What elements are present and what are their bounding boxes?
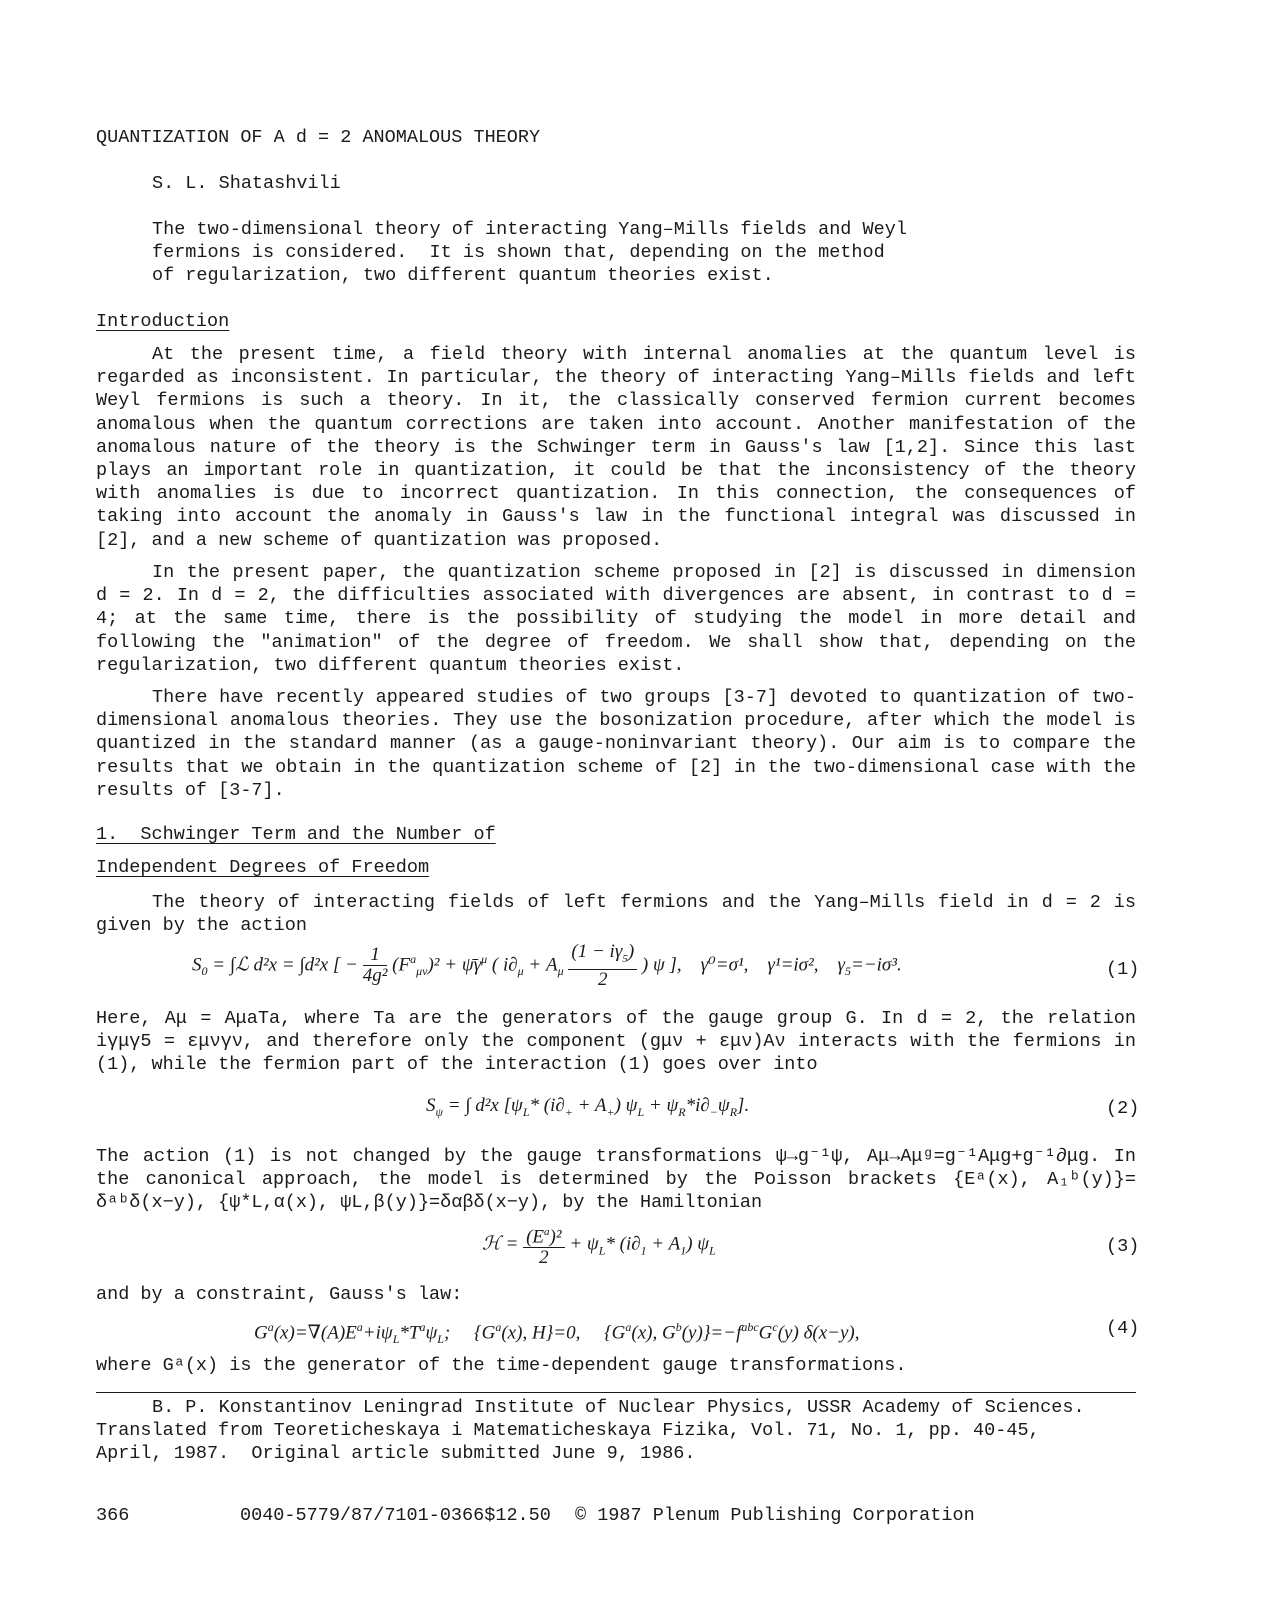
equation-number: (1) [1106, 959, 1140, 980]
publication-code: 0040-5779/87/7101-0366$12.50 [240, 1505, 551, 1526]
footnote-line: April, 1987. Original article submitted June 9, 1986. [96, 1443, 696, 1464]
page-number: 366 [96, 1505, 130, 1526]
equation-number: (3) [1106, 1236, 1140, 1257]
equation-number: (4) [1106, 1318, 1140, 1339]
paper-title: QUANTIZATION OF A d = 2 ANOMALOUS THEORY [96, 127, 541, 148]
intro-paragraph: At the present time, a field theory with internal anomalies at the quantum level is regarded as inconsistent. In particular, the theory of interacting Yang–Mills fields and left Weyl fermions is such a theory. In it, the classically conserved fermion current becomes anomalous when the quantum corrections are taken into account. Another manifestation of the anomalous nature of the theory is the Schwinger term in Gauss's law [1,2]. Since this last plays an important role in quantization, it could be that the inconsistency of the theory with anomalies is due to incorrect quantization. In this connection, the consequences of taking into account the anomaly in Gauss's law in the functional integral was discussed in [2], and a new scheme of quantization was proposed. [96, 344, 1136, 551]
copyright-notice: © 1987 Plenum Publishing Corporation [575, 1505, 975, 1526]
equation-3: ℋ = $\frac{(E^a)^2}{2}$ + $\psi_L*$ $(i\partial_1 + A_1)$ $\psi_L$ [482, 1222, 716, 1268]
equation-4: $G^a(x)=\nabla(A)E^a+i\psi_L*T^a\psi_L$; {$G^a(x)$, H}=0, {$G^a(x)$, $G^b(y)\}=-f^{abc}G^c(y)$ δ(x−y), [254, 1320, 860, 1347]
footnote-divider [96, 1392, 1136, 1393]
abstract-line: The two-dimensional theory of interacting Yang–Mills fields and Weyl [152, 219, 907, 240]
abstract-line: fermions is considered. It is shown that, depending on the method [152, 242, 885, 263]
footnote-line: B. P. Konstantinov Leningrad Institute of Nuclear Physics, USSR Academy of Sciences. [152, 1397, 1085, 1418]
section-heading-1-line2: Independent Degrees of Freedom [96, 857, 430, 878]
body-paragraph: where Gᵃ(x) is the generator of the time-dependent gauge transformations. [96, 1355, 907, 1376]
footnote-line: Translated from Teoreticheskaya i Matematicheskaya Fizika, Vol. 71, No. 1, pp. 40-45, [96, 1420, 1040, 1441]
intro-paragraph: There have recently appeared studies of two groups [3-7] devoted to quantization of two-dimensional anomalous theories. They use the bosonization procedure, after which the model is quantized in the standard manner (as a gauge-noninvariant theory). Our aim is to compare the results that we obtain in the quantization scheme of [2] in the two-dimensional case with the results of [3-7]. [96, 687, 1136, 801]
body-paragraph: The action (1) is not changed by the gauge transformations ψ→g⁻¹ψ, Aμ→Aμᵍ=g⁻¹Aμg+g⁻¹∂μg. In the canonical approach, the model is determined by the Poisson brackets {Eᵃ(x), A₁ᵇ(y)}= δᵃᵇδ(x−y), {ψ*L,α(x), ψL,β(y)}=δαβδ(x−y), by the Hamiltonian [96, 1146, 1136, 1214]
body-paragraph: The theory of interacting fields of left fermions and the Yang–Mills field in d = 2 is given by the action [96, 892, 1136, 937]
intro-paragraph: In the present paper, the quantization scheme proposed in [2] is discussed in dimension d = 2. In d = 2, the difficulties associated with divergences are absent, in contrast to d = 4; at the same time, there is the possibility of studying the model in more detail and following the "animation" of the degree of freedom. We shall show that, depending on the regularization, two different quantum theories exist. [96, 562, 1136, 676]
author-name: S. L. Shatashvili [152, 173, 341, 194]
section-heading-1-line1: 1. Schwinger Term and the Number of [96, 824, 496, 845]
equation-number: (2) [1106, 1098, 1140, 1119]
section-heading-introduction: Introduction [96, 311, 230, 332]
body-paragraph: Here, Aμ = AμaTa, where Ta are the generators of the gauge group G. In d = 2, the relation iγμγ5 = εμνγν, and therefore only the component (gμν + εμν)Aν interacts with the fermions in (1), while the fermion part of the interaction (1) goes over into [96, 1008, 1136, 1076]
abstract-line: of regularization, two different quantum theories exist. [152, 265, 774, 286]
equation-2: $S_\psi$ = ∫ d²x [$\psi_L*$ $(i\partial_+ + A_+) \psi_L + \psi_R*i\partial_-\psi_R$]. [426, 1095, 750, 1119]
body-paragraph: and by a constraint, Gauss's law: [96, 1284, 463, 1305]
equation-1: $S_0$ = ∫ℒ d²x = ∫d²x [ − $\frac{1}{\text{4g²}}$ $(F^a_{\mu\nu})^2$ + $\psī\gamma^\mu$ ( $i\partial_\mu + A_\mu$ $\frac{(1 - i\gamma_5)}{2}$ ) ψ ], γ⁰=σ¹, γ¹=iσ², $\gamma_5=-i\sigma^3$. [192, 941, 902, 990]
